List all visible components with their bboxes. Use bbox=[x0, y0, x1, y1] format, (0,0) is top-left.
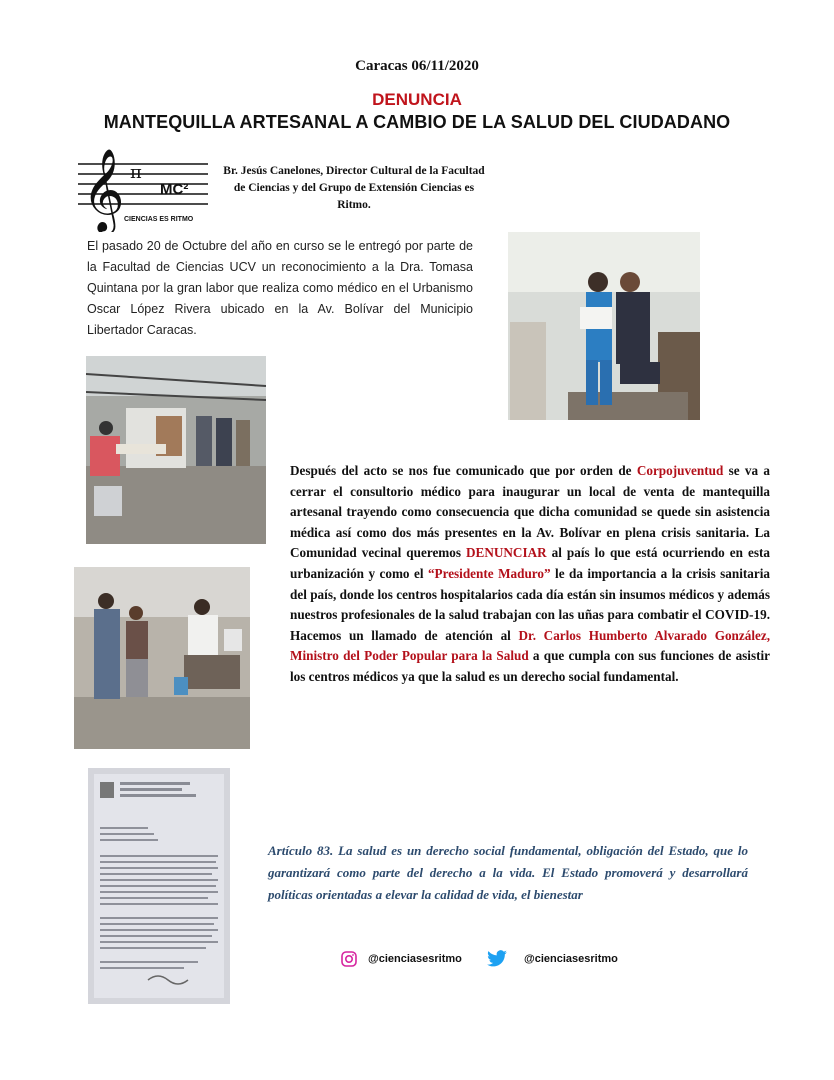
instagram-handle-group[interactable] bbox=[340, 948, 462, 970]
kicker-title: DENUNCIA bbox=[372, 90, 462, 109]
instagram-icon bbox=[340, 950, 358, 968]
main-paragraph: Después del acto se nos fue comunicado que por orden de Corpojuventud se va a cerrar el consultorio médico para inaugurar un local de venta de mantequilla artesanal trayendo como consecuencia que dicha comunidad se quede sin asistencia médica así como dos más presentes en la Av. Bolívar en plena crisis sanitaria. La Comunidad vecinal queremos DENUNCIAR al país lo que está ocurriendo en esta urbanización y como el “Presidente Maduro” le da importancia a la crisis sanitaria del país, donde los centros hospitalarios cada día están sin insumos médicos y además nuestros profesionales de la salud trabajan con las uñas para combatir el COVID-19. Hacemos un llamado de atención al Dr. Carlos Humberto Alvarado González, Ministro del Poder Popular para la Salud a que cumpla con sus funciones de asistir los centros médicos ya que la salud es un derecho social fundamental. bbox=[290, 463, 771, 684]
author-note: Br. Jesús Canelones, Director Cultural de la Facultad de Ciencias y del Grupo de Extensión Ciencias es Ritmo. bbox=[223, 165, 485, 211]
highlight-denunciar: DENUNCIAR bbox=[466, 545, 547, 561]
treble-clef-icon: 𝄞 bbox=[82, 147, 125, 231]
twitter-icon bbox=[486, 950, 508, 968]
twitter-handle[interactable]: @cienciasesritmo bbox=[524, 953, 618, 965]
date-line: Caracas 06/11/2020 bbox=[355, 58, 479, 74]
highlight-ministro: Dr. Carlos Humberto Alvarado González, Ministro del Poder Popular para la Salud bbox=[290, 627, 771, 664]
twitter-handle-group[interactable] bbox=[486, 948, 618, 970]
intro-paragraph: El pasado 20 de Octubre del año en curso se le entregó por parte de la Facultad de Ciencias UCV un reconocimiento a la Dra. Tomasa Quintana por la gran labor que realiza como médico en el Urbanismo Oscar López Rivera ubicado en la Av. Bolívar del Municipio Libertador Caracas. bbox=[87, 239, 473, 337]
ciencias-es-ritmo-logo bbox=[72, 142, 212, 232]
award-photo bbox=[508, 232, 700, 420]
highlight-presidente: “Presidente Maduro” bbox=[427, 565, 551, 581]
svg-text:π: π bbox=[130, 162, 142, 183]
staff-photo bbox=[74, 567, 250, 749]
svg-text:CIENCIAS ES RITMO: CIENCIAS ES RITMO bbox=[124, 216, 194, 223]
article-83-quote: Artículo 83. La salud es un derecho social fundamental, obligación del Estado, que lo garantizará como parte del derecho a la vida. El Estado promoverá y desarrollará políticas orientadas a elevar la calidad de vida, el bienestar bbox=[268, 843, 748, 902]
headline: MANTEQUILLA ARTESANAL A CAMBIO DE LA SALUD DEL CIUDADANO bbox=[103, 112, 731, 132]
highlight-corpojuventud: Corpojuventud bbox=[636, 463, 724, 478]
clinic-photo bbox=[86, 356, 266, 544]
svg-text:MC²: MC² bbox=[160, 181, 189, 198]
scanned-letter-photo bbox=[88, 768, 230, 1004]
instagram-handle[interactable]: @cienciasesritmo bbox=[368, 953, 462, 965]
